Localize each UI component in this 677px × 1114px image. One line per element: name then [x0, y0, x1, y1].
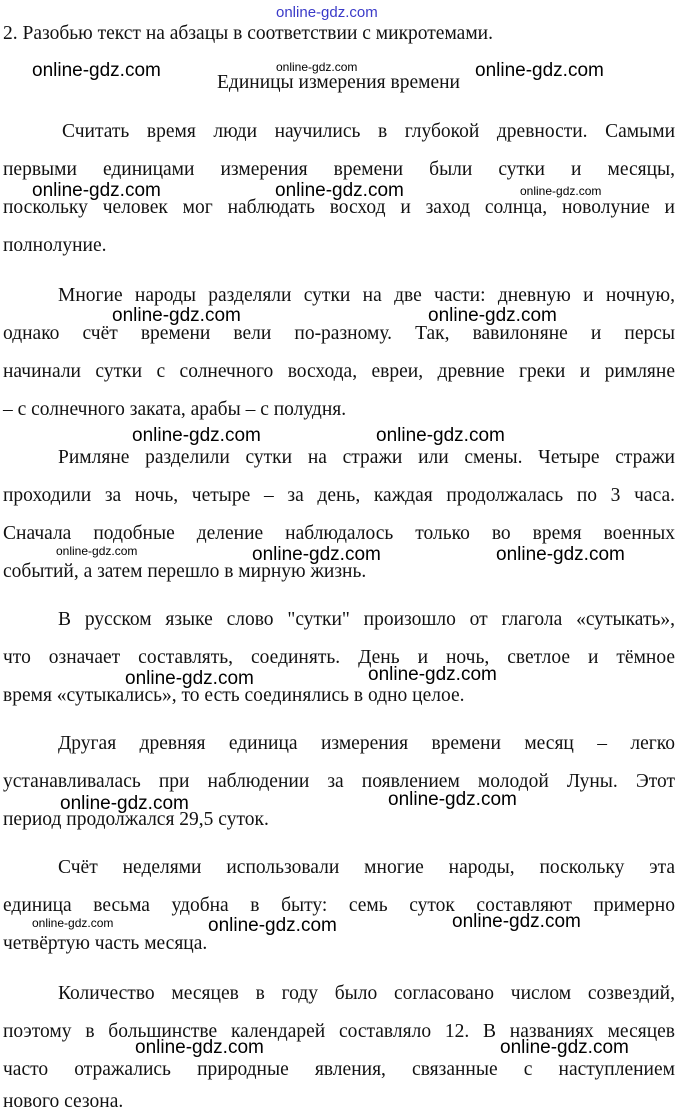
text-line: событий, а затем перешло в мирную жизнь. [3, 561, 367, 582]
text-line: что означает составлять, соединять. День и ночь, светлое и тёмное [3, 647, 675, 668]
text-line: время «сутыкались», то есть соединялись в одно целое. [3, 685, 465, 706]
text-line: проходили за ночь, четыре – за день, каждая продолжалась по 3 часа. [3, 485, 675, 506]
watermark: online-gdz.com [135, 1037, 264, 1058]
watermark: online-gdz.com [112, 305, 241, 326]
text-line: Многие народы разделяли сутки на две части: дневную и ночную, [58, 285, 675, 306]
watermark: online-gdz.com [500, 1037, 629, 1058]
text-line: устанавливалась при наблюдении за появлением молодой Луны. Этот [3, 771, 675, 792]
watermark: online-gdz.com [388, 789, 517, 810]
document-heading: Единицы измерения времени [216, 72, 460, 93]
text-line: – с солнечного заката, арабы – с полудня. [3, 399, 347, 420]
watermark: online-gdz.com [428, 305, 557, 326]
watermark: online-gdz.com [368, 664, 497, 685]
text-line: Римляне разделили сутки на стражи или смены. Четыре стражи [58, 447, 675, 468]
text-line: Сначала подобные деление наблюдалось только во время военных [3, 523, 675, 544]
text-line: Считать время люди научились в глубокой древности. Самыми [62, 121, 675, 142]
watermark: online-gdz.com [276, 60, 358, 74]
text-line: Другая древняя единица измерения времени месяц – легко [58, 733, 675, 754]
text-line: период продолжался 29,5 суток. [3, 809, 269, 830]
watermark: online-gdz.com [132, 425, 261, 446]
text-line: четвёртую часть месяца. [3, 933, 208, 954]
text-line: поэтому в большинстве календарей составляло 12. В названиях месяцев [3, 1021, 675, 1042]
watermark: online-gdz.com [60, 793, 189, 814]
text-line: Количество месяцев в году было согласовано числом созвездий, [58, 983, 675, 1004]
text-line: полнолуние. [3, 235, 107, 256]
text-line: однако счёт времени вели по-разному. Так, вавилоняне и персы [3, 323, 675, 344]
watermark: online-gdz.com [32, 916, 114, 930]
watermark: online-gdz.com [452, 911, 581, 932]
text-line: нового сезона. [3, 1091, 124, 1112]
watermark: online-gdz.com [275, 180, 404, 201]
watermark: online-gdz.com [32, 60, 161, 81]
text-line: В русском языке слово "сутки" произошло от глагола «сутыкать», [58, 609, 675, 630]
watermark: online-gdz.com [252, 544, 381, 565]
watermark: online-gdz.com [496, 544, 625, 565]
watermark-top: online-gdz.com [276, 4, 378, 21]
text-line: Счёт неделями использовали многие народы, поскольку эта [58, 857, 675, 878]
text-line: начинали сутки с солнечного восхода, евреи, древние греки и римляне [3, 361, 675, 382]
text-line: часто отражались природные явления, связанные с наступлением [3, 1059, 675, 1080]
watermark: online-gdz.com [56, 544, 138, 558]
text-line: единица весьма удобна в быту: семь суток составляют примерно [3, 895, 675, 916]
text-line: поскольку человек мог наблюдать восход и заход солнца, новолуние и [3, 197, 675, 218]
watermark: online-gdz.com [520, 184, 602, 198]
watermark: online-gdz.com [125, 668, 254, 689]
watermark: online-gdz.com [208, 915, 337, 936]
text-line: первыми единицами измерения времени были сутки и месяцы, [3, 159, 675, 180]
watermark: online-gdz.com [475, 60, 604, 81]
watermark: online-gdz.com [376, 425, 505, 446]
task-title: 2. Разобью текст на абзацы в соответствии с микротемами. [3, 23, 493, 44]
watermark: online-gdz.com [32, 180, 161, 201]
